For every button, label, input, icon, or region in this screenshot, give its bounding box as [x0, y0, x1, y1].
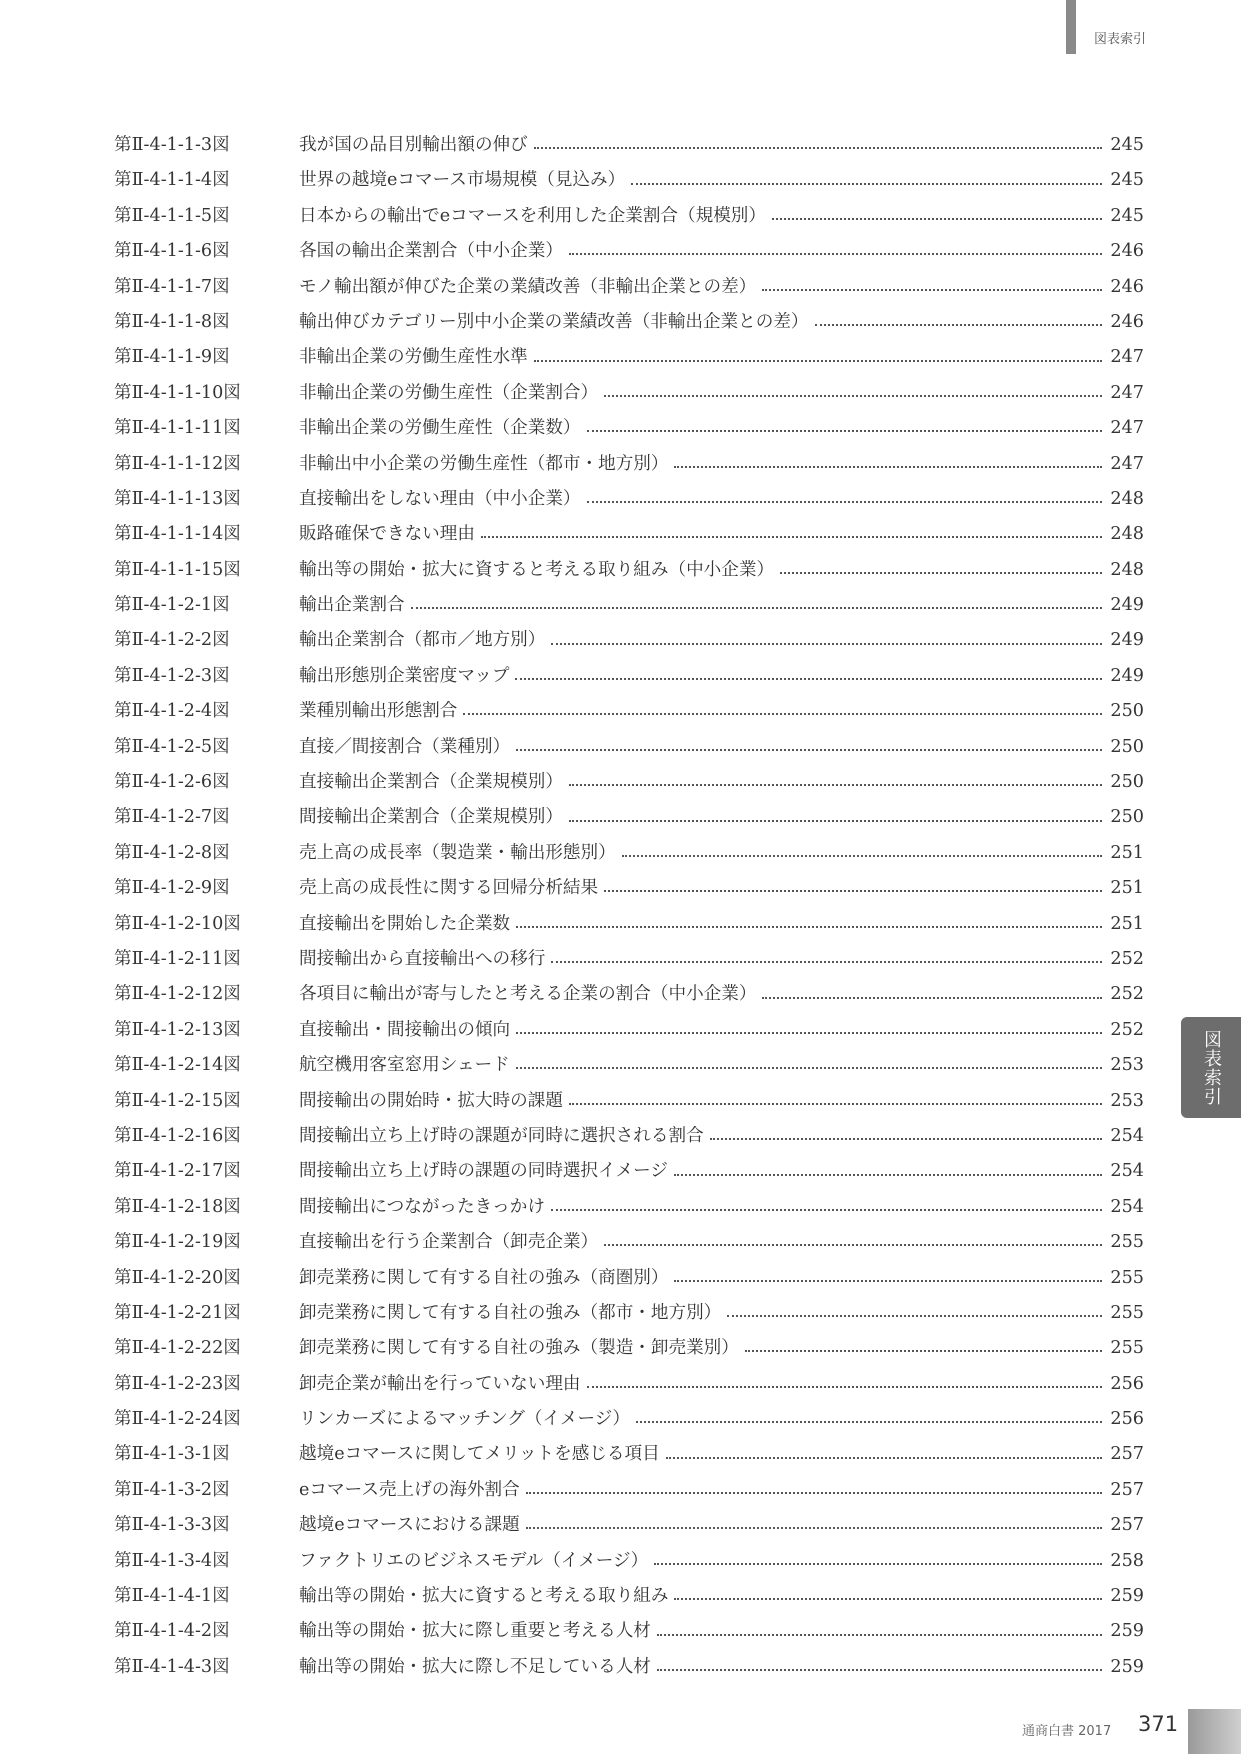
dot-leader	[636, 1421, 1102, 1423]
index-entry	[114, 1190, 1144, 1225]
figure-number: 第Ⅱ-4-1-2-23図	[114, 1373, 241, 1394]
figure-number: 第Ⅱ-4-1-1-8図	[114, 311, 230, 332]
figure-title: 日本からの輸出でeコマースを利用した企業割合（規模別）	[299, 205, 766, 226]
dot-leader	[631, 183, 1102, 185]
index-entry	[114, 800, 1144, 835]
figure-title: リンカーズによるマッチング（イメージ）	[299, 1409, 630, 1430]
figure-title: 輸出等の開始・拡大に資すると考える取り組み（中小企業）	[299, 559, 775, 580]
dot-leader	[526, 1492, 1103, 1494]
index-entry	[114, 1013, 1144, 1048]
dot-leader	[481, 536, 1102, 538]
page-reference: 252	[1110, 1019, 1144, 1040]
index-entry	[114, 411, 1144, 446]
figure-number: 第Ⅱ-4-1-3-4図	[114, 1550, 230, 1571]
page-reference: 246	[1110, 241, 1144, 262]
page-reference: 250	[1110, 807, 1144, 828]
page-reference: 247	[1110, 418, 1144, 439]
dot-leader	[815, 324, 1103, 326]
index-entry	[114, 836, 1144, 871]
figure-title: 非輸出企業の労働生産性（企業割合）	[299, 382, 599, 403]
page-reference: 254	[1110, 1161, 1144, 1182]
index-entry	[114, 730, 1144, 765]
index-entry	[114, 1296, 1144, 1331]
footer-accent-bar	[1188, 1709, 1241, 1754]
figure-number: 第Ⅱ-4-1-1-12図	[114, 453, 241, 474]
figure-title: 直接／間接割合（業種別）	[299, 736, 511, 757]
page-reference: 256	[1110, 1409, 1144, 1430]
index-entry	[114, 128, 1144, 163]
figure-number: 第Ⅱ-4-1-2-11図	[114, 948, 241, 969]
dot-leader	[551, 1209, 1102, 1211]
figure-title: 輸出企業割合（都市／地方別）	[299, 630, 546, 651]
page-reference: 256	[1110, 1373, 1144, 1394]
index-entry	[114, 1048, 1144, 1083]
figure-number: 第Ⅱ-4-1-3-3図	[114, 1515, 230, 1536]
dot-leader	[587, 1386, 1103, 1388]
page-reference: 249	[1110, 630, 1144, 651]
page-reference: 249	[1110, 665, 1144, 686]
dot-leader	[569, 820, 1102, 822]
page-reference: 252	[1110, 984, 1144, 1005]
dot-leader	[762, 289, 1102, 291]
figure-number: 第Ⅱ-4-1-1-4図	[114, 170, 230, 191]
page-reference: 247	[1110, 382, 1144, 403]
index-entry	[114, 694, 1144, 729]
dot-leader	[569, 253, 1102, 255]
figure-number: 第Ⅱ-4-1-2-8図	[114, 842, 230, 863]
dot-leader	[657, 1669, 1103, 1671]
dot-leader	[463, 713, 1102, 715]
figure-number: 第Ⅱ-4-1-1-7図	[114, 276, 230, 297]
figure-number: 第Ⅱ-4-1-1-15図	[114, 559, 241, 580]
index-entry	[114, 234, 1144, 269]
figure-title: 非輸出企業の労働生産性水準	[299, 347, 528, 368]
figure-title: 間接輸出立ち上げ時の課題が同時に選択される割合	[299, 1125, 704, 1146]
figure-title: 各項目に輸出が寄与したと考える企業の割合（中小企業）	[299, 984, 757, 1005]
dot-leader	[587, 501, 1103, 503]
figure-title: 間接輸出立ち上げ時の課題の同時選択イメージ	[299, 1161, 668, 1182]
index-entry	[114, 1508, 1144, 1543]
index-entry	[114, 977, 1144, 1012]
dot-leader	[674, 1174, 1102, 1176]
page-reference: 245	[1110, 135, 1144, 155]
figure-number: 第Ⅱ-4-1-2-4図	[114, 701, 230, 722]
index-entry	[114, 1119, 1144, 1154]
figure-title: 間接輸出の開始時・拡大時の課題	[299, 1090, 563, 1111]
dot-leader	[551, 961, 1102, 963]
page-reference: 257	[1110, 1444, 1144, 1465]
figure-title: 我が国の品目別輸出額の伸び	[299, 135, 528, 155]
index-entry	[114, 1154, 1144, 1189]
index-entry	[114, 1261, 1144, 1296]
page-reference: 255	[1110, 1302, 1144, 1323]
index-entry	[114, 340, 1144, 375]
figure-title: 直接輸出企業割合（企業規模別）	[299, 772, 563, 793]
header-accent-bar	[1066, 0, 1076, 54]
dot-leader	[657, 1634, 1103, 1636]
page-reference: 245	[1110, 205, 1144, 226]
index-entry	[114, 1367, 1144, 1402]
page-reference: 254	[1110, 1125, 1144, 1146]
figure-number: 第Ⅱ-4-1-4-1図	[114, 1586, 230, 1607]
dot-leader	[727, 1315, 1102, 1317]
page-reference: 247	[1110, 347, 1144, 368]
page-reference: 251	[1110, 842, 1144, 863]
figure-number: 第Ⅱ-4-1-1-13図	[114, 488, 241, 509]
page-reference: 259	[1110, 1621, 1144, 1642]
page-reference: 258	[1110, 1550, 1144, 1571]
figure-number: 第Ⅱ-4-1-2-5図	[114, 736, 230, 757]
figure-title: 間接輸出につながったきっかけ	[299, 1196, 545, 1217]
dot-leader	[654, 1563, 1102, 1565]
figure-title: 直接輸出を行う企業割合（卸売企業）	[299, 1232, 599, 1253]
page-reference: 257	[1110, 1479, 1144, 1500]
dot-leader	[526, 1527, 1103, 1529]
figure-title: 輸出等の開始・拡大に資すると考える取り組み	[299, 1586, 669, 1607]
figure-title: 越境eコマースに関してメリットを感じる項目	[299, 1444, 660, 1465]
index-entry	[114, 270, 1144, 305]
index-entry	[114, 517, 1144, 552]
index-entry	[114, 447, 1144, 482]
page-reference: 248	[1110, 559, 1144, 580]
page-reference: 250	[1110, 772, 1144, 793]
footer-page-number: 371	[1138, 1712, 1179, 1736]
figure-title: モノ輸出額が伸びた企業の業績改善（非輸出企業との差）	[299, 276, 757, 297]
index-entry	[114, 1437, 1144, 1472]
figure-title: 輸出企業割合	[299, 595, 405, 616]
dot-leader	[604, 890, 1102, 892]
figure-title: 各国の輸出企業割合（中小企業）	[299, 241, 563, 262]
figure-number: 第Ⅱ-4-1-1-10図	[114, 382, 241, 403]
index-entry	[114, 1084, 1144, 1119]
figure-title: 非輸出企業の労働生産性（企業数）	[299, 418, 581, 439]
figure-title: 間接輸出企業割合（企業規模別）	[299, 807, 563, 828]
figure-number: 第Ⅱ-4-1-2-19図	[114, 1232, 241, 1253]
index-entry	[114, 1614, 1144, 1649]
index-entry	[114, 305, 1144, 340]
figure-number: 第Ⅱ-4-1-2-3図	[114, 665, 230, 686]
figure-title: eコマース売上げの海外割合	[299, 1479, 520, 1500]
index-entry	[114, 588, 1144, 623]
dot-leader	[569, 1103, 1102, 1105]
section-tab	[1181, 1017, 1241, 1118]
page-reference: 248	[1110, 524, 1144, 545]
figure-title: 越境eコマースにおける課題	[299, 1515, 520, 1536]
footer-publication: 通商白書 2017	[1022, 1724, 1112, 1739]
figure-number: 第Ⅱ-4-1-2-12図	[114, 984, 241, 1005]
page-reference: 245	[1110, 170, 1144, 191]
page-reference: 253	[1110, 1090, 1144, 1111]
page-reference: 251	[1110, 878, 1144, 899]
figure-number: 第Ⅱ-4-1-1-11図	[114, 418, 241, 439]
index-entry	[114, 871, 1144, 906]
figure-number: 第Ⅱ-4-1-2-13図	[114, 1019, 241, 1040]
dot-leader	[534, 147, 1103, 149]
figure-number: 第Ⅱ-4-1-3-1図	[114, 1444, 230, 1465]
page-reference: 250	[1110, 701, 1144, 722]
dot-leader	[604, 395, 1102, 397]
figure-title: 直接輸出を開始した企業数	[299, 913, 511, 934]
figure-title: 直接輸出・間接輸出の傾向	[299, 1019, 511, 1040]
dot-leader	[780, 572, 1102, 574]
page-reference: 252	[1110, 948, 1144, 969]
figure-title: 卸売企業が輸出を行っていない理由	[299, 1373, 581, 1394]
index-entry	[114, 553, 1144, 588]
figure-number: 第Ⅱ-4-1-4-2図	[114, 1621, 230, 1642]
figure-number: 第Ⅱ-4-1-2-17図	[114, 1161, 241, 1182]
figure-title: 世界の越境eコマース市場規模（見込み）	[299, 170, 626, 191]
figure-number: 第Ⅱ-4-1-2-22図	[114, 1338, 241, 1359]
dot-leader	[622, 855, 1103, 857]
index-entry	[114, 1402, 1144, 1437]
dot-leader	[411, 607, 1103, 609]
page-reference: 255	[1110, 1338, 1144, 1359]
index-entry	[114, 623, 1144, 658]
index-entry	[114, 163, 1144, 198]
index-entry	[114, 376, 1144, 411]
page-reference: 247	[1110, 453, 1144, 474]
index-entry	[114, 1579, 1144, 1614]
figure-title: 輸出伸びカテゴリー別中小企業の業績改善（非輸出企業との差）	[299, 311, 809, 332]
figure-number: 第Ⅱ-4-1-4-3図	[114, 1656, 230, 1677]
figure-number: 第Ⅱ-4-1-1-3図	[114, 135, 230, 155]
dot-leader	[516, 926, 1102, 928]
figure-number: 第Ⅱ-4-1-2-14図	[114, 1055, 241, 1076]
index-entry	[114, 1544, 1144, 1579]
dot-leader	[516, 1067, 1103, 1069]
dot-leader	[772, 218, 1102, 220]
page-reference: 259	[1110, 1656, 1144, 1677]
index-entry	[114, 942, 1144, 977]
dot-leader	[674, 1280, 1102, 1282]
figure-title: 卸売業務に関して有する自社の強み（製造・卸売業別）	[299, 1338, 739, 1359]
figure-title: 非輸出中小企業の労働生産性（都市・地方別）	[299, 453, 669, 474]
page-reference: 255	[1110, 1267, 1144, 1288]
dot-leader	[745, 1350, 1103, 1352]
figure-number: 第Ⅱ-4-1-2-18図	[114, 1196, 241, 1217]
index-entry	[114, 1473, 1144, 1508]
page-reference: 249	[1110, 595, 1144, 616]
section-tab-label: 図表索引	[1201, 1029, 1222, 1106]
index-entry	[114, 659, 1144, 694]
figure-number: 第Ⅱ-4-1-3-2図	[114, 1479, 230, 1500]
figure-index-list	[114, 128, 1144, 1685]
figure-title: 業種別輸出形態割合	[299, 701, 458, 722]
figure-title: 販路確保できない理由	[299, 524, 475, 545]
dot-leader	[587, 430, 1103, 432]
figure-number: 第Ⅱ-4-1-2-20図	[114, 1267, 241, 1288]
figure-number: 第Ⅱ-4-1-2-2図	[114, 630, 230, 651]
figure-number: 第Ⅱ-4-1-2-6図	[114, 772, 230, 793]
figure-title: 卸売業務に関して有する自社の強み（都市・地方別）	[299, 1302, 722, 1323]
figure-title: 直接輸出をしない理由（中小企業）	[299, 488, 581, 509]
figure-title: 輸出形態別企業密度マップ	[299, 665, 510, 686]
dot-leader	[762, 997, 1102, 999]
figure-title: ファクトリエのビジネスモデル（イメージ）	[299, 1550, 649, 1571]
dot-leader	[551, 643, 1102, 645]
figure-number: 第Ⅱ-4-1-2-15図	[114, 1090, 241, 1111]
dot-leader	[674, 1598, 1102, 1600]
dot-leader	[674, 466, 1102, 468]
figure-title: 卸売業務に関して有する自社の強み（商圏別）	[299, 1267, 669, 1288]
dot-leader	[516, 749, 1102, 751]
figure-number: 第Ⅱ-4-1-2-7図	[114, 807, 230, 828]
page-reference: 255	[1110, 1232, 1144, 1253]
figure-number: 第Ⅱ-4-1-2-21図	[114, 1302, 241, 1323]
dot-leader	[569, 784, 1102, 786]
figure-number: 第Ⅱ-4-1-1-6図	[114, 241, 230, 262]
figure-number: 第Ⅱ-4-1-2-24図	[114, 1409, 241, 1430]
figure-number: 第Ⅱ-4-1-2-10図	[114, 913, 241, 934]
page-reference: 257	[1110, 1515, 1144, 1536]
dot-leader	[516, 1032, 1102, 1034]
page-reference: 254	[1110, 1196, 1144, 1217]
figure-number: 第Ⅱ-4-1-1-9図	[114, 347, 230, 368]
index-entry	[114, 1331, 1144, 1366]
figure-title: 売上高の成長性に関する回帰分析結果	[299, 878, 599, 899]
running-head: 図表索引	[1094, 32, 1147, 47]
index-entry	[114, 765, 1144, 800]
page-reference: 246	[1110, 276, 1144, 297]
dot-leader	[515, 678, 1102, 680]
index-entry	[114, 482, 1144, 517]
figure-number: 第Ⅱ-4-1-2-1図	[114, 595, 230, 616]
index-entry	[114, 1650, 1144, 1685]
dot-leader	[534, 360, 1103, 362]
page-reference: 259	[1110, 1586, 1144, 1607]
index-entry	[114, 199, 1144, 234]
figure-number: 第Ⅱ-4-1-1-5図	[114, 205, 230, 226]
figure-title: 輸出等の開始・拡大に際し重要と考える人材	[299, 1621, 651, 1642]
page-reference: 248	[1110, 488, 1144, 509]
figure-number: 第Ⅱ-4-1-2-9図	[114, 878, 230, 899]
dot-leader	[604, 1244, 1102, 1246]
index-entry	[114, 1225, 1144, 1260]
page-reference: 253	[1110, 1055, 1144, 1076]
figure-title: 売上高の成長率（製造業・輸出形態別）	[299, 842, 616, 863]
dot-leader	[710, 1138, 1103, 1140]
figure-title: 航空機用客室窓用シェード	[299, 1055, 510, 1076]
figure-number: 第Ⅱ-4-1-2-16図	[114, 1125, 241, 1146]
page-reference: 250	[1110, 736, 1144, 757]
page-reference: 251	[1110, 913, 1144, 934]
figure-title: 輸出等の開始・拡大に際し不足している人材	[299, 1656, 651, 1677]
figure-number: 第Ⅱ-4-1-1-14図	[114, 524, 241, 545]
index-entry	[114, 907, 1144, 942]
figure-title: 間接輸出から直接輸出への移行	[299, 948, 546, 969]
page-reference: 246	[1110, 311, 1144, 332]
dot-leader	[666, 1457, 1103, 1459]
